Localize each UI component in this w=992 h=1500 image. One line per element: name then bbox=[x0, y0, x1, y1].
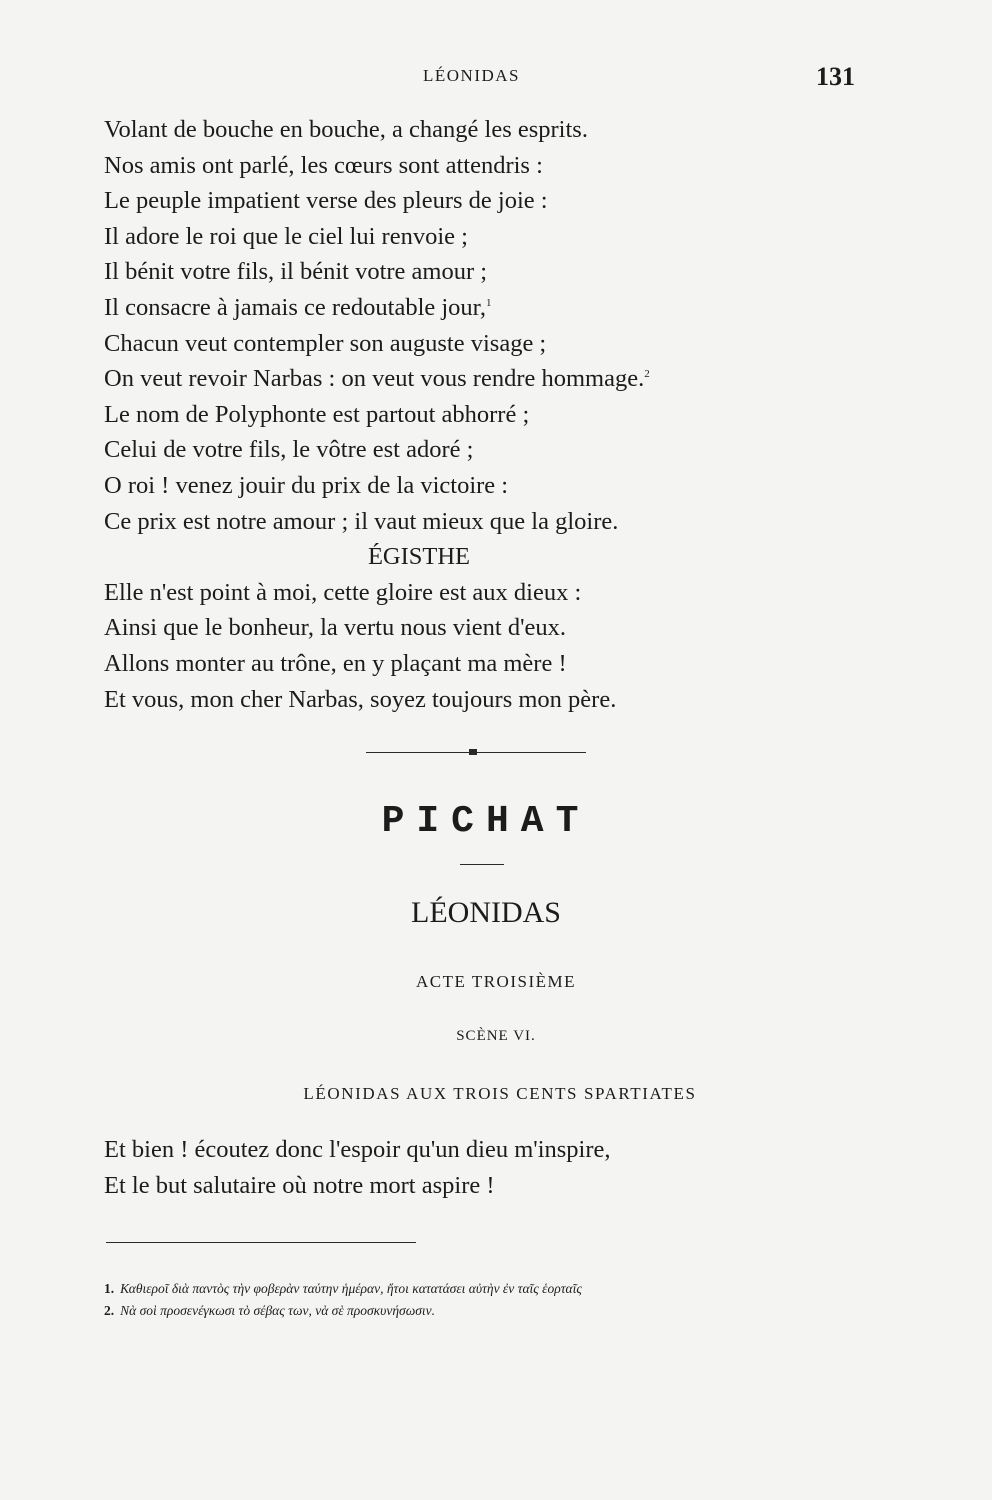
footnote-text: Νὰ σοὶ προσενέγκωσι τὸ σέβας των, νὰ σὲ προσκυνήσωσιν. bbox=[120, 1303, 436, 1318]
verse-line: Celui de votre fils, le vôtre est adoré ; bbox=[104, 436, 474, 464]
divider-ornament bbox=[469, 749, 477, 755]
work-title: LÉONIDAS bbox=[411, 896, 561, 929]
running-head bbox=[0, 62, 992, 92]
verse-line: Volant de bouche en bouche, a changé les esprits. bbox=[104, 116, 588, 143]
footnote-separator bbox=[106, 1242, 416, 1243]
verse-passage-2 bbox=[104, 1132, 864, 1203]
verse-line: Ce prix est notre amour ; il vaut mieux que la gloire. bbox=[104, 507, 619, 535]
short-rule bbox=[460, 864, 504, 865]
verse-line: Il consacre à jamais ce redoutable jour,$^1$ bbox=[104, 293, 492, 321]
verse-line: Ainsi que le bonheur, la vertu nous vient d'eux. bbox=[104, 614, 567, 642]
verse-line: Nos amis ont parlé, les cœurs sont attendris : bbox=[104, 151, 543, 179]
footnote-ref: 1 bbox=[486, 296, 492, 309]
verse-line: On veut revoir Narbas : on veut vous rendre hommage.$^2$ bbox=[104, 365, 650, 393]
verse-line: Et le but salutaire où notre mort aspire ! bbox=[104, 1171, 495, 1199]
verse-line: Il bénit votre fils, il bénit votre amour ; bbox=[104, 258, 488, 286]
footnote-text: Καθιεροῖ διὰ παντὸς τὴν φοβερὰν ταύτην ἡμέραν, ἤτοι κατατάσει αὐτὴν ἐν ταῖς ἑορταῖς bbox=[120, 1281, 582, 1296]
footnote-number: 2. bbox=[104, 1303, 115, 1318]
verse-line: Et vous, mon cher Narbas, soyez toujours mon père. bbox=[104, 685, 617, 713]
verse-line: Chacun veut contempler son auguste visage ; bbox=[104, 329, 547, 357]
footnote-number: 1. bbox=[104, 1281, 115, 1296]
verse-line: Le peuple impatient verse des pleurs de joie : bbox=[104, 187, 548, 215]
verse-line: Il adore le roi que le ciel lui renvoie ; bbox=[104, 222, 468, 250]
verse-line: Et bien ! écoutez donc l'espoir qu'un dieu m'inspire, bbox=[104, 1136, 611, 1163]
verse-line: O roi ! venez jouir du prix de la victoire : bbox=[104, 471, 509, 499]
running-title: LÉONIDAS bbox=[423, 66, 520, 85]
page-number: 131 bbox=[816, 62, 855, 91]
footnote-ref: 2 bbox=[644, 368, 650, 380]
verse-line: Allons monter au trône, en y plaçant ma mère ! bbox=[104, 649, 567, 677]
verse-passage-1 bbox=[104, 112, 864, 717]
verse-line: Elle n'est point à moi, cette gloire est aux dieux : bbox=[104, 578, 582, 606]
footnotes bbox=[104, 1278, 884, 1322]
act-title: ACTE TROISIÈME bbox=[416, 972, 576, 991]
footnote bbox=[104, 1300, 884, 1322]
scene-title: SCÈNE VI. bbox=[456, 1028, 536, 1044]
speaker-name: ÉGISTHE bbox=[367, 543, 471, 571]
verse-line: Le nom de Polyphonte est partout abhorré ; bbox=[104, 400, 530, 428]
author-name: PICHAT bbox=[381, 800, 591, 843]
footnote bbox=[104, 1278, 884, 1300]
scene-characters: LÉONIDAS AUX TROIS CENTS SPARTIATES bbox=[303, 1084, 697, 1103]
